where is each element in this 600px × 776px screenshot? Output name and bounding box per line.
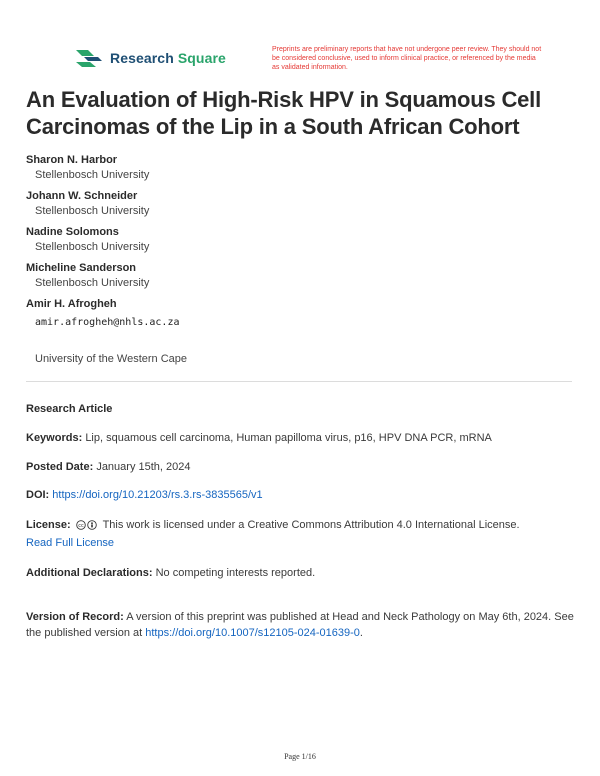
declarations-value: No competing interests reported. bbox=[155, 567, 316, 579]
author-name[interactable]: Amir H. Afrogheh bbox=[26, 298, 117, 310]
license-label: License: bbox=[26, 519, 71, 531]
author-affiliation: Stellenbosch University bbox=[35, 169, 150, 181]
doi bbox=[26, 487, 576, 503]
author-name[interactable]: Nadine Solomons bbox=[26, 226, 119, 238]
posted-date bbox=[26, 459, 576, 475]
divider bbox=[26, 381, 572, 382]
license bbox=[26, 517, 576, 551]
license-text: This work is licensed under a Creative Commons Attribution 4.0 International License. bbox=[102, 519, 520, 531]
svg-text:cc: cc bbox=[77, 523, 84, 529]
author-name[interactable]: Micheline Sanderson bbox=[26, 262, 137, 274]
version-of-record-text: A version of this preprint was published at Head and Neck Pathology on May 6th, 2024. See the published version at bbox=[26, 611, 574, 639]
author-affiliation: Stellenbosch University bbox=[35, 241, 150, 253]
declarations-label: Additional Declarations: bbox=[26, 567, 153, 579]
research-square-logo-icon bbox=[74, 46, 104, 70]
author-affiliation: University of the Western Cape bbox=[35, 353, 188, 365]
preprint-disclaimer: Preprints are preliminary reports that have not undergone peer review. They should not be considered conclusive, used to inform clinical practice, or referenced by the media as validated information. bbox=[272, 46, 542, 71]
author-affiliation: Stellenbosch University bbox=[35, 205, 150, 217]
author-name[interactable]: Johann W. Schneider bbox=[26, 190, 138, 202]
author-list bbox=[26, 153, 576, 367]
version-of-record-label: Version of Record: bbox=[26, 611, 124, 623]
doi-label: DOI: bbox=[26, 489, 50, 501]
posted-date-label: Posted Date: bbox=[26, 461, 94, 473]
paper-title: An Evaluation of High-Risk HPV in Squamous Cell Carcinomas of the Lip in a South African Cohort bbox=[26, 87, 541, 139]
keywords-label: Keywords: bbox=[26, 432, 83, 444]
research-square-logo[interactable] bbox=[74, 46, 226, 70]
posted-date-value: January 15th, 2024 bbox=[96, 461, 191, 473]
additional-declarations bbox=[26, 565, 576, 581]
logo-text: Research Square bbox=[110, 50, 226, 66]
author-email[interactable]: amir.afrogheh@nhls.ac.za bbox=[35, 317, 180, 328]
published-version-link[interactable]: https://doi.org/10.1007/s12105-024-01639-0 bbox=[145, 627, 360, 639]
keywords bbox=[26, 430, 576, 446]
version-of-record: Version of Record: A version of this preprint was published at Head and Neck Pathology on May 6th, 2024. See the published version at https://doi.org/10.1007/s12105-024-01639-0. bbox=[26, 611, 574, 639]
keywords-value: Lip, squamous cell carcinoma, Human papilloma virus, p16, HPV DNA PCR, mRNA bbox=[85, 432, 492, 444]
read-full-license-link[interactable]: Read Full License bbox=[26, 537, 115, 549]
doi-link[interactable]: https://doi.org/10.21203/rs.3.rs-3835565/v1 bbox=[52, 489, 263, 501]
author-name[interactable]: Sharon N. Harbor bbox=[26, 154, 118, 166]
author-affiliation: Stellenbosch University bbox=[35, 277, 150, 289]
creative-commons-icon bbox=[76, 519, 98, 535]
page-number: Page 1/16 bbox=[284, 752, 316, 761]
article-type: Research Article bbox=[26, 403, 113, 415]
